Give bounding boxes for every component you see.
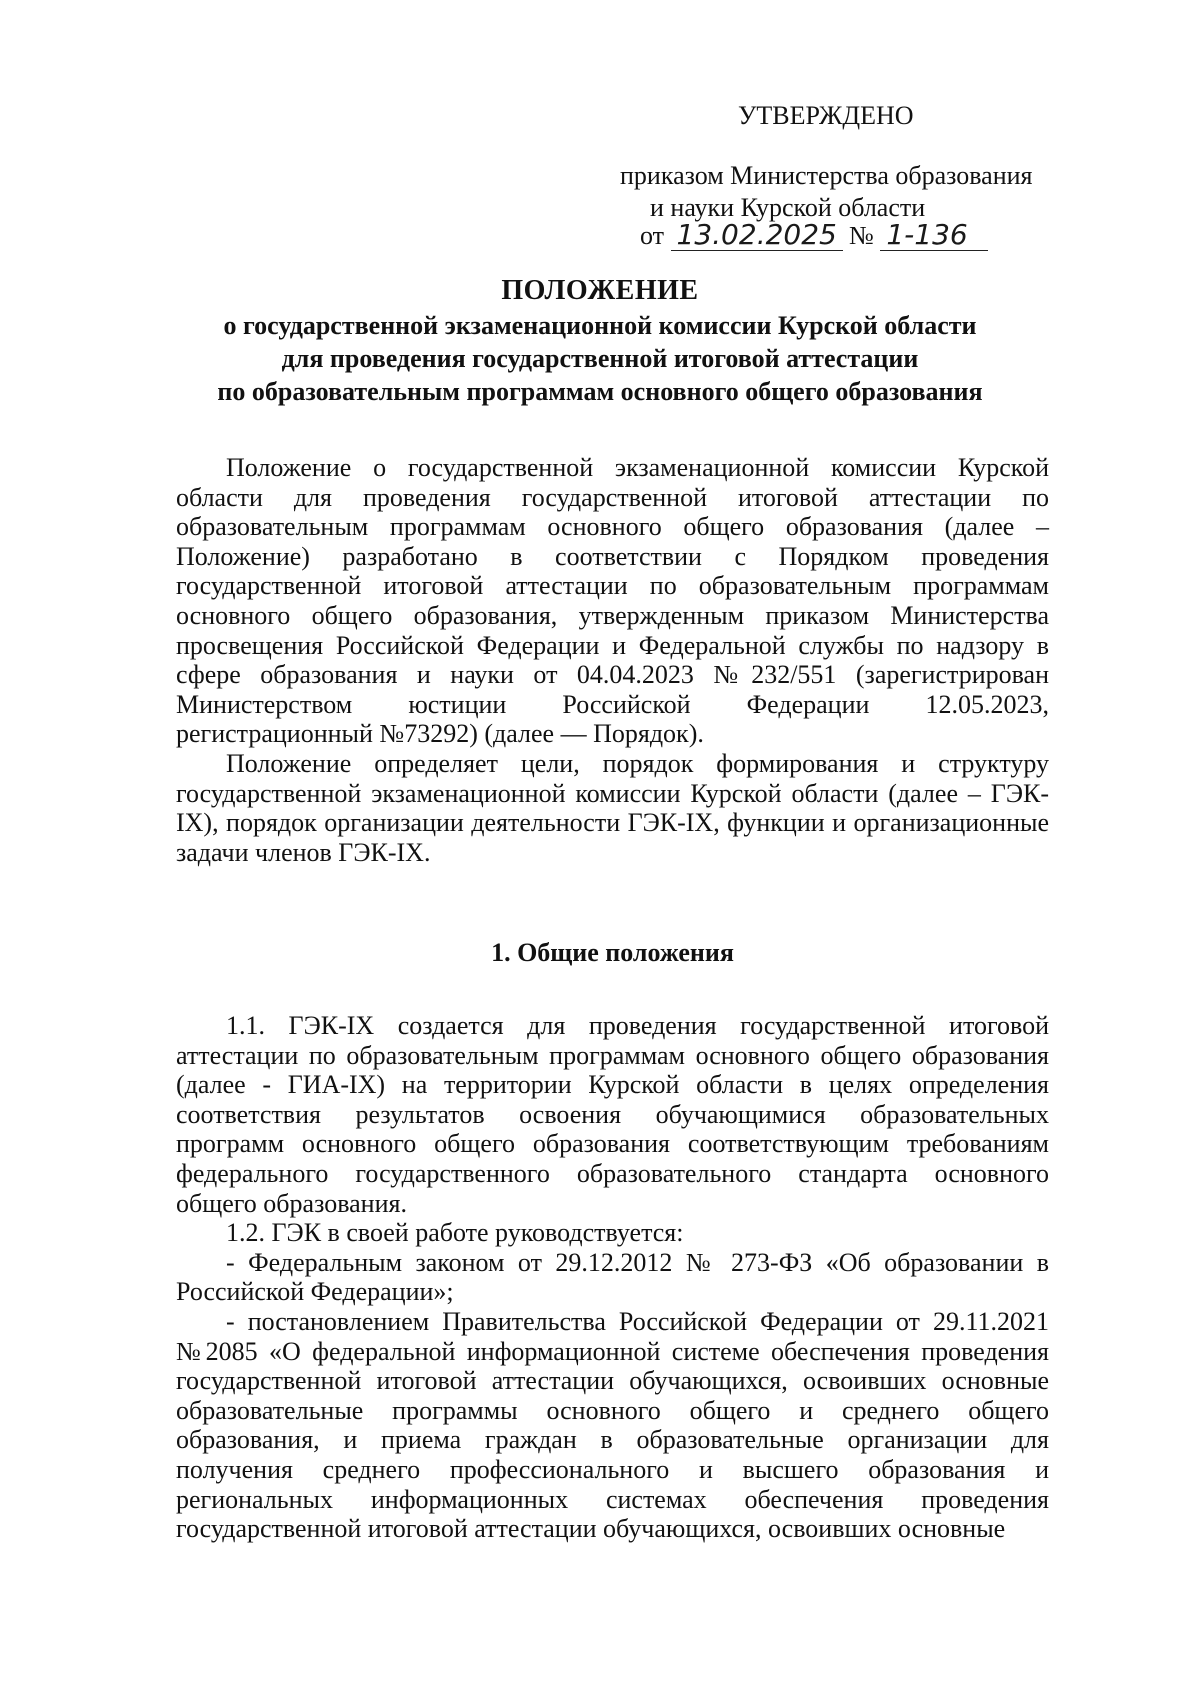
from-label: от	[640, 221, 665, 250]
section-1-heading: 1. Общие положения	[491, 938, 734, 967]
document-title-block	[160, 273, 1040, 408]
approved-label: УТВЕРЖДЕНО	[738, 101, 914, 130]
order-date-number-line	[640, 220, 988, 252]
paragraph-government-decree: - постановлением Правительства Российской Федерации от 29.11.2021 №2085 «О федеральной информационной системе обеспечения проведения государственной итоговой аттестации обучающихся, освоивших основные образовательные программы основного общего и среднего общего образования, и приема граждан в образовательные организации для получения среднего профессионального и высшего образования и региональных информационных системах обеспечения проведения государственной итоговой аттестации обучающихся, освоивших основные	[176, 1306, 1049, 1544]
handwritten-date: 13.02.2025	[671, 220, 843, 251]
paragraph-1-1: 1.1. ГЭК-IX создается для проведения государственной итоговой аттестации по образовательным программам основного общего образования (далее - ГИА-IX) на территории Курской области в целях определения соответствия результатов освоения обучающимися образовательных программ основного общего образования соответствующим требованиям федерального государственного образовательного стандарта основного общего образования.	[176, 1011, 1049, 1218]
handwritten-number: 1-136	[880, 220, 988, 251]
section-1-body	[176, 1011, 1049, 1544]
intro-section	[176, 453, 1049, 867]
order-line-2: и науки Курской области	[650, 193, 926, 222]
document-title: ПОЛОЖЕНИЕ	[501, 275, 699, 306]
paragraph-1-2: 1.2. ГЭК в своей работе руководствуется:	[226, 1218, 684, 1248]
intro-paragraph-1: Положение о государственной экзаменационной комиссии Курской области для проведения государственной итоговой аттестации по образовательным программам основного общего образования (далее – Положение) разработано в соответствии с Порядком проведения государственной итоговой аттестации по образовательным программам основного общего образования, утвержденным приказом Министерства просвещения Российской Федерации и Федеральной службы по надзору в сфере образования и науки от 04.04.2023 №232/551 (зарегистрирован Министерством юстиции Российской Федерации 12.05.2023, регистрационный №73292) (далее — Порядок).	[176, 453, 1049, 749]
document-subtitle-line-2: для проведения государственной итоговой аттестации	[281, 344, 919, 373]
paragraph-federal-law: - Федеральным законом от 29.12.2012 № 273-ФЗ «Об образовании в Российской Федерации»;	[176, 1247, 1049, 1307]
number-label: №	[849, 221, 874, 250]
intro-paragraph-2: Положение определяет цели, порядок формирования и структуру государственной экзаменационной комиссии Курской области (далее – ГЭК-IX), порядок организации деятельности ГЭК-IX, функции и организационные задачи членов ГЭК-IX.	[176, 748, 1049, 867]
document-subtitle-line-3: по образовательным программам основного общего образования	[217, 377, 983, 406]
document-subtitle-line-1: о государственной экзаменационной комиссии Курской области	[223, 311, 977, 340]
order-line-1: приказом Министерства образования	[620, 161, 1033, 190]
